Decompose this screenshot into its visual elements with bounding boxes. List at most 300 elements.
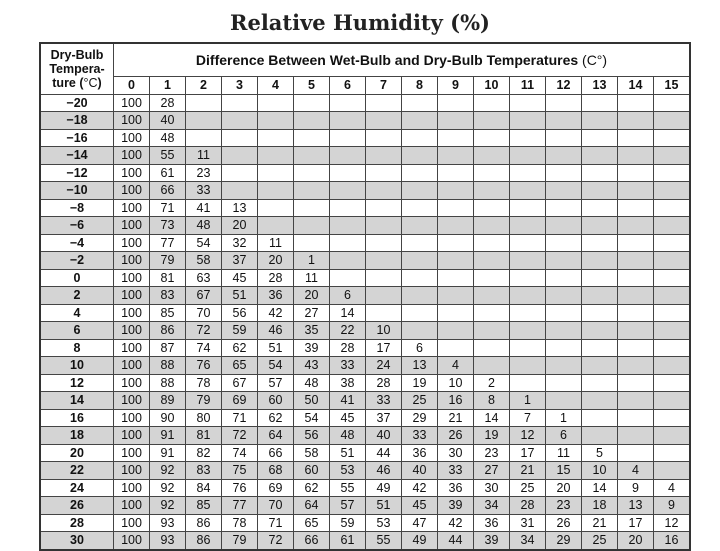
humidity-cell (438, 199, 474, 217)
table-row (40, 304, 690, 322)
humidity-cell (618, 252, 654, 270)
humidity-cell (402, 287, 438, 305)
column-header: 15 (654, 77, 691, 95)
humidity-cell: 33 (186, 182, 222, 200)
humidity-cell: 87 (150, 339, 186, 357)
humidity-cell (654, 112, 691, 130)
humidity-cell: 1 (510, 392, 546, 410)
humidity-cell: 66 (294, 532, 330, 550)
humidity-cell: 33 (366, 392, 402, 410)
humidity-cell: 100 (114, 182, 150, 200)
humidity-cell: 70 (258, 497, 294, 515)
humidity-cell (258, 199, 294, 217)
humidity-cell (366, 217, 402, 235)
humidity-cell (618, 112, 654, 130)
humidity-cell: 20 (222, 217, 258, 235)
humidity-cell: 100 (114, 217, 150, 235)
humidity-cell (222, 129, 258, 147)
humidity-cell (258, 217, 294, 235)
humidity-cell (510, 94, 546, 112)
humidity-cell: 28 (510, 497, 546, 515)
humidity-cell (402, 182, 438, 200)
humidity-cell: 70 (186, 304, 222, 322)
humidity-cell (438, 304, 474, 322)
humidity-cell (510, 112, 546, 130)
humidity-cell (402, 322, 438, 340)
humidity-cell (438, 147, 474, 165)
table-row (40, 112, 690, 130)
table-row (40, 444, 690, 462)
humidity-cell: 100 (114, 339, 150, 357)
humidity-cell (654, 462, 691, 480)
humidity-cell: 21 (438, 409, 474, 427)
humidity-cell: 39 (438, 497, 474, 515)
humidity-cell: 49 (366, 479, 402, 497)
humidity-cell (654, 444, 691, 462)
column-header: 1 (150, 77, 186, 95)
relative-humidity-table (39, 42, 691, 551)
humidity-cell: 78 (186, 374, 222, 392)
humidity-cell: 28 (258, 269, 294, 287)
humidity-cell (402, 112, 438, 130)
humidity-cell: 23 (546, 497, 582, 515)
humidity-cell (222, 112, 258, 130)
dry-bulb-cell: 20 (40, 444, 114, 462)
humidity-cell (510, 252, 546, 270)
humidity-cell: 4 (438, 357, 474, 375)
humidity-cell (546, 287, 582, 305)
humidity-cell: 86 (186, 532, 222, 550)
humidity-cell (366, 199, 402, 217)
humidity-cell: 17 (618, 514, 654, 532)
table-row (40, 479, 690, 497)
humidity-cell: 88 (150, 374, 186, 392)
humidity-cell (546, 252, 582, 270)
humidity-cell (618, 234, 654, 252)
table-row (40, 217, 690, 235)
humidity-cell: 79 (186, 392, 222, 410)
table-row (40, 427, 690, 445)
humidity-cell: 11 (186, 147, 222, 165)
humidity-cell: 44 (438, 532, 474, 550)
humidity-cell: 83 (150, 287, 186, 305)
humidity-cell (654, 217, 691, 235)
humidity-cell: 27 (474, 462, 510, 480)
humidity-cell: 23 (186, 164, 222, 182)
column-header: 5 (294, 77, 330, 95)
humidity-cell: 54 (258, 357, 294, 375)
table-row (40, 409, 690, 427)
humidity-cell: 100 (114, 479, 150, 497)
humidity-cell: 12 (510, 427, 546, 445)
humidity-cell: 14 (474, 409, 510, 427)
humidity-cell (330, 234, 366, 252)
humidity-cell (510, 357, 546, 375)
humidity-cell: 100 (114, 392, 150, 410)
humidity-cell (438, 269, 474, 287)
humidity-cell: 82 (186, 444, 222, 462)
humidity-cell: 46 (366, 462, 402, 480)
humidity-cell (474, 234, 510, 252)
humidity-cell: 50 (294, 392, 330, 410)
humidity-cell: 61 (150, 164, 186, 182)
humidity-cell: 15 (546, 462, 582, 480)
table-row (40, 269, 690, 287)
table-row (40, 252, 690, 270)
humidity-cell (654, 269, 691, 287)
humidity-cell: 66 (150, 182, 186, 200)
dry-bulb-cell: −8 (40, 199, 114, 217)
humidity-cell: 5 (582, 444, 618, 462)
humidity-cell: 32 (222, 234, 258, 252)
humidity-cell: 19 (474, 427, 510, 445)
humidity-cell (582, 129, 618, 147)
humidity-cell: 10 (438, 374, 474, 392)
humidity-cell (582, 322, 618, 340)
humidity-cell: 28 (366, 374, 402, 392)
humidity-cell (402, 164, 438, 182)
dry-bulb-cell: −14 (40, 147, 114, 165)
humidity-cell (582, 234, 618, 252)
humidity-cell (474, 287, 510, 305)
humidity-cell (258, 129, 294, 147)
humidity-cell: 4 (618, 462, 654, 480)
humidity-cell (654, 392, 691, 410)
humidity-cell (402, 304, 438, 322)
humidity-cell (366, 304, 402, 322)
humidity-cell: 40 (366, 427, 402, 445)
humidity-cell (510, 287, 546, 305)
humidity-cell: 53 (366, 514, 402, 532)
humidity-cell: 92 (150, 479, 186, 497)
humidity-cell: 60 (258, 392, 294, 410)
humidity-cell: 53 (330, 462, 366, 480)
humidity-cell: 35 (294, 322, 330, 340)
table-row (40, 462, 690, 480)
humidity-cell (366, 287, 402, 305)
humidity-cell: 90 (150, 409, 186, 427)
humidity-cell (510, 199, 546, 217)
humidity-cell (618, 217, 654, 235)
humidity-cell (222, 182, 258, 200)
humidity-cell: 77 (222, 497, 258, 515)
humidity-cell (510, 322, 546, 340)
humidity-cell (546, 164, 582, 182)
humidity-cell (258, 147, 294, 165)
humidity-cell (402, 252, 438, 270)
humidity-cell: 100 (114, 462, 150, 480)
humidity-cell: 36 (402, 444, 438, 462)
humidity-cell (510, 304, 546, 322)
humidity-cell: 72 (186, 322, 222, 340)
table-row (40, 94, 690, 112)
dry-bulb-cell: 8 (40, 339, 114, 357)
humidity-cell: 60 (294, 462, 330, 480)
dry-bulb-cell: 2 (40, 287, 114, 305)
humidity-cell (654, 164, 691, 182)
dry-bulb-cell: 4 (40, 304, 114, 322)
humidity-cell: 51 (222, 287, 258, 305)
humidity-cell (618, 304, 654, 322)
humidity-cell (438, 339, 474, 357)
humidity-cell: 26 (438, 427, 474, 445)
humidity-cell (582, 357, 618, 375)
humidity-cell (510, 164, 546, 182)
humidity-cell: 58 (294, 444, 330, 462)
humidity-cell (546, 357, 582, 375)
humidity-cell (582, 409, 618, 427)
humidity-cell: 25 (402, 392, 438, 410)
humidity-cell: 71 (150, 199, 186, 217)
humidity-cell (474, 357, 510, 375)
humidity-cell (474, 182, 510, 200)
humidity-cell (618, 374, 654, 392)
humidity-cell (186, 94, 222, 112)
humidity-cell: 74 (186, 339, 222, 357)
humidity-cell (654, 287, 691, 305)
humidity-cell (510, 129, 546, 147)
humidity-cell (330, 147, 366, 165)
humidity-cell (402, 199, 438, 217)
humidity-cell (546, 234, 582, 252)
humidity-cell: 48 (294, 374, 330, 392)
dry-bulb-cell: 28 (40, 514, 114, 532)
humidity-cell: 8 (474, 392, 510, 410)
humidity-cell (618, 129, 654, 147)
humidity-cell (438, 129, 474, 147)
humidity-cell (618, 427, 654, 445)
humidity-cell (294, 129, 330, 147)
humidity-cell: 1 (294, 252, 330, 270)
humidity-cell: 61 (330, 532, 366, 550)
dry-bulb-cell: −2 (40, 252, 114, 270)
dry-bulb-cell: −18 (40, 112, 114, 130)
humidity-cell: 69 (258, 479, 294, 497)
humidity-cell: 46 (258, 322, 294, 340)
humidity-cell (402, 129, 438, 147)
dry-bulb-cell: 24 (40, 479, 114, 497)
humidity-cell: 100 (114, 374, 150, 392)
column-header: 10 (474, 77, 510, 95)
humidity-cell (618, 94, 654, 112)
humidity-cell: 9 (654, 497, 691, 515)
humidity-cell (618, 444, 654, 462)
dry-bulb-cell: −4 (40, 234, 114, 252)
column-header: 7 (366, 77, 402, 95)
humidity-cell: 100 (114, 199, 150, 217)
humidity-cell (258, 182, 294, 200)
humidity-cell (654, 252, 691, 270)
humidity-cell (618, 147, 654, 165)
dry-bulb-cell: 10 (40, 357, 114, 375)
humidity-cell: 9 (618, 479, 654, 497)
humidity-cell (330, 269, 366, 287)
humidity-cell: 31 (510, 514, 546, 532)
humidity-cell: 100 (114, 357, 150, 375)
humidity-cell: 40 (150, 112, 186, 130)
humidity-cell (294, 94, 330, 112)
humidity-cell: 44 (366, 444, 402, 462)
humidity-cell: 62 (294, 479, 330, 497)
humidity-cell (438, 287, 474, 305)
humidity-cell (582, 252, 618, 270)
humidity-cell (330, 217, 366, 235)
humidity-cell: 91 (150, 444, 186, 462)
humidity-cell (510, 147, 546, 165)
dry-bulb-header: Dry-Bulb Tempera- ture (°C) (40, 43, 114, 94)
humidity-cell: 39 (474, 532, 510, 550)
humidity-cell (654, 304, 691, 322)
humidity-cell: 62 (258, 409, 294, 427)
column-header: 14 (618, 77, 654, 95)
humidity-cell: 59 (330, 514, 366, 532)
humidity-cell: 81 (150, 269, 186, 287)
humidity-cell (582, 374, 618, 392)
humidity-cell (438, 164, 474, 182)
humidity-cell: 21 (510, 462, 546, 480)
column-header-row (40, 77, 690, 95)
humidity-cell (366, 269, 402, 287)
humidity-cell: 79 (150, 252, 186, 270)
humidity-cell (618, 322, 654, 340)
humidity-cell (258, 112, 294, 130)
humidity-cell (546, 129, 582, 147)
humidity-cell (582, 427, 618, 445)
humidity-cell: 67 (186, 287, 222, 305)
humidity-cell: 28 (330, 339, 366, 357)
humidity-cell: 48 (186, 217, 222, 235)
humidity-cell (366, 234, 402, 252)
humidity-cell: 18 (582, 497, 618, 515)
humidity-cell: 11 (546, 444, 582, 462)
table-body (40, 94, 690, 550)
humidity-cell: 27 (294, 304, 330, 322)
humidity-cell: 71 (222, 409, 258, 427)
column-header: 4 (258, 77, 294, 95)
table-row (40, 164, 690, 182)
humidity-cell: 71 (258, 514, 294, 532)
humidity-cell: 68 (258, 462, 294, 480)
humidity-cell: 13 (402, 357, 438, 375)
humidity-cell: 77 (150, 234, 186, 252)
humidity-cell: 34 (474, 497, 510, 515)
humidity-cell (438, 94, 474, 112)
humidity-cell: 45 (222, 269, 258, 287)
humidity-cell (258, 164, 294, 182)
humidity-cell (546, 94, 582, 112)
humidity-cell (546, 269, 582, 287)
table-row (40, 374, 690, 392)
humidity-cell (330, 129, 366, 147)
humidity-cell: 11 (258, 234, 294, 252)
humidity-cell (402, 269, 438, 287)
humidity-cell: 22 (330, 322, 366, 340)
humidity-cell (402, 234, 438, 252)
humidity-cell: 28 (150, 94, 186, 112)
humidity-cell (330, 252, 366, 270)
humidity-cell: 79 (222, 532, 258, 550)
humidity-cell (366, 164, 402, 182)
humidity-cell: 19 (402, 374, 438, 392)
humidity-cell: 73 (150, 217, 186, 235)
humidity-cell: 40 (402, 462, 438, 480)
humidity-cell (474, 252, 510, 270)
humidity-cell: 100 (114, 427, 150, 445)
humidity-cell (582, 182, 618, 200)
humidity-cell: 12 (654, 514, 691, 532)
humidity-cell (582, 217, 618, 235)
dry-bulb-cell: −16 (40, 129, 114, 147)
humidity-cell: 39 (294, 339, 330, 357)
humidity-cell: 75 (222, 462, 258, 480)
table-row (40, 339, 690, 357)
column-header: 13 (582, 77, 618, 95)
humidity-cell: 13 (222, 199, 258, 217)
humidity-cell (474, 147, 510, 165)
humidity-cell: 67 (222, 374, 258, 392)
humidity-cell: 64 (258, 427, 294, 445)
humidity-cell (654, 147, 691, 165)
humidity-cell: 25 (582, 532, 618, 550)
humidity-cell (222, 147, 258, 165)
humidity-cell (438, 234, 474, 252)
humidity-cell: 100 (114, 322, 150, 340)
humidity-cell: 13 (618, 497, 654, 515)
humidity-cell: 74 (222, 444, 258, 462)
humidity-cell: 38 (330, 374, 366, 392)
humidity-cell (546, 182, 582, 200)
humidity-cell: 17 (510, 444, 546, 462)
humidity-cell (258, 94, 294, 112)
humidity-cell: 17 (366, 339, 402, 357)
humidity-cell (402, 147, 438, 165)
humidity-cell: 42 (258, 304, 294, 322)
table-row (40, 182, 690, 200)
column-header: 3 (222, 77, 258, 95)
column-header: 6 (330, 77, 366, 95)
humidity-cell: 100 (114, 129, 150, 147)
humidity-cell: 42 (402, 479, 438, 497)
humidity-cell: 100 (114, 514, 150, 532)
table-row (40, 199, 690, 217)
humidity-cell: 93 (150, 532, 186, 550)
humidity-cell (546, 374, 582, 392)
column-header: 2 (186, 77, 222, 95)
humidity-cell (294, 147, 330, 165)
humidity-cell (618, 269, 654, 287)
humidity-cell: 36 (474, 514, 510, 532)
humidity-cell (366, 112, 402, 130)
table-row (40, 357, 690, 375)
humidity-cell (654, 339, 691, 357)
humidity-cell: 54 (294, 409, 330, 427)
dry-bulb-cell: −6 (40, 217, 114, 235)
humidity-cell: 88 (150, 357, 186, 375)
humidity-cell (618, 392, 654, 410)
dry-bulb-cell: −20 (40, 94, 114, 112)
humidity-cell (546, 112, 582, 130)
humidity-cell: 42 (438, 514, 474, 532)
dry-bulb-cell: 16 (40, 409, 114, 427)
humidity-cell (582, 339, 618, 357)
humidity-cell: 72 (222, 427, 258, 445)
humidity-cell: 30 (474, 479, 510, 497)
humidity-cell (474, 304, 510, 322)
humidity-cell: 20 (294, 287, 330, 305)
humidity-cell (618, 287, 654, 305)
dry-bulb-cell: 26 (40, 497, 114, 515)
humidity-cell: 78 (222, 514, 258, 532)
